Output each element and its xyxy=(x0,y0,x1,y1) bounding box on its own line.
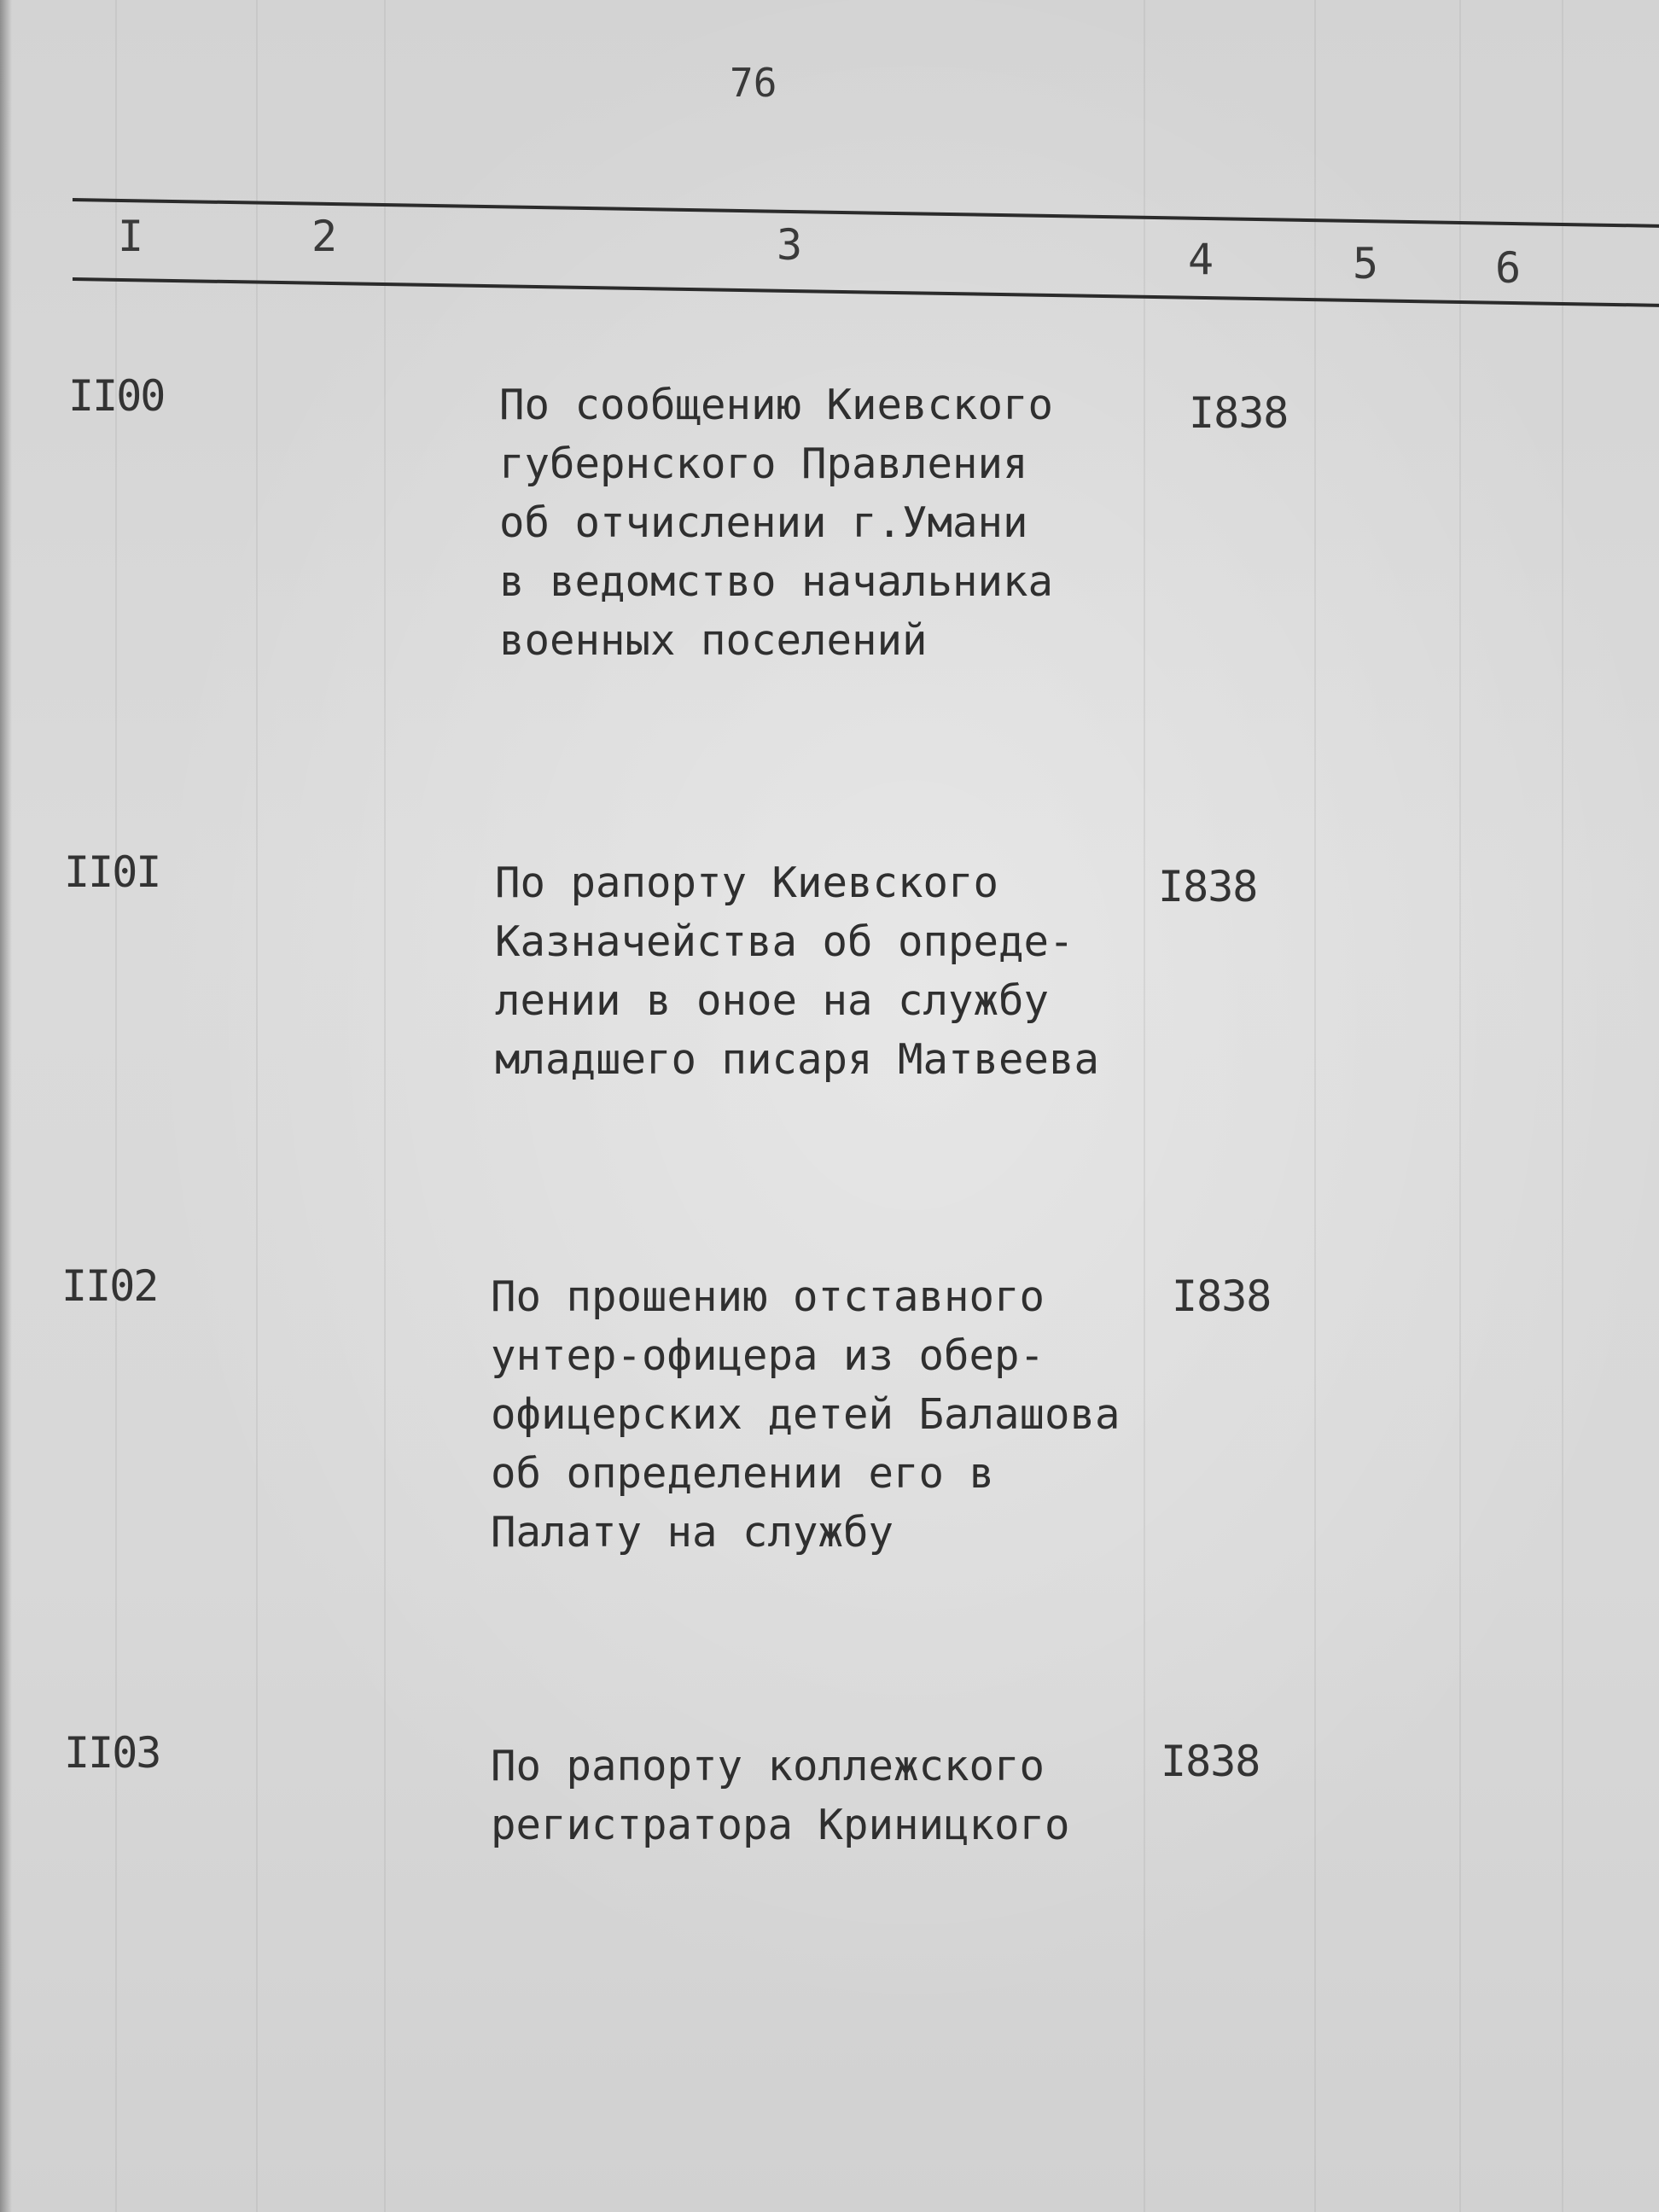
column-header-1: I xyxy=(118,212,144,261)
entry-year: I838 xyxy=(1161,1737,1260,1786)
entry-description xyxy=(491,1737,1070,1854)
entry-description xyxy=(499,375,1053,670)
column-divider xyxy=(1314,0,1316,2212)
entry-description xyxy=(491,1267,1121,1562)
entry-number: II03 xyxy=(64,1728,160,1778)
description-line: регистратора Криницкого xyxy=(491,1801,1070,1849)
entry-number: II0I xyxy=(64,847,160,897)
column-header-5: 5 xyxy=(1353,239,1379,288)
header-rule-bottom xyxy=(73,277,1659,308)
description-line: младшего писаря Матвеева xyxy=(495,1035,1100,1084)
description-line: лении в оное на службу xyxy=(495,976,1050,1025)
entry-number: II00 xyxy=(68,371,165,421)
page-number: 76 xyxy=(730,60,777,106)
description-line: унтер-офицера из обер- xyxy=(491,1331,1045,1380)
entry-description xyxy=(495,853,1099,1089)
entry-year: I838 xyxy=(1189,388,1289,438)
entry-year: I838 xyxy=(1172,1272,1272,1321)
description-line: в ведомство начальника xyxy=(499,557,1054,606)
column-header-3: 3 xyxy=(777,220,803,270)
column-header-6: 6 xyxy=(1495,243,1522,293)
description-line: об отчислении г.Умани xyxy=(499,498,1028,547)
description-line: По рапорту коллежского xyxy=(491,1742,1045,1790)
description-line: военных поселений xyxy=(499,616,928,665)
description-line: По сообщению Киевского xyxy=(499,381,1054,429)
column-divider xyxy=(256,0,258,2212)
page-edge-shadow xyxy=(0,0,12,2212)
entry-number: II02 xyxy=(61,1261,158,1311)
header-rule-top xyxy=(73,198,1659,229)
description-line: Палату на службу xyxy=(491,1508,894,1557)
description-line: офицерских детей Балашова xyxy=(491,1390,1121,1439)
column-divider xyxy=(1562,0,1563,2212)
column-header-2: 2 xyxy=(311,212,338,261)
description-line: Казначейства об опреде- xyxy=(495,917,1074,966)
column-divider xyxy=(1459,0,1461,2212)
column-header-4: 4 xyxy=(1188,235,1214,284)
column-divider xyxy=(384,0,386,2212)
column-divider xyxy=(115,0,117,2212)
description-line: губернского Правления xyxy=(499,439,1028,488)
column-divider xyxy=(1144,0,1145,2212)
description-line: По рапорту Киевского xyxy=(495,859,999,907)
description-line: об определении его в xyxy=(491,1449,995,1498)
description-line: По прошению отставного xyxy=(491,1272,1045,1321)
entry-year: I838 xyxy=(1158,862,1258,911)
